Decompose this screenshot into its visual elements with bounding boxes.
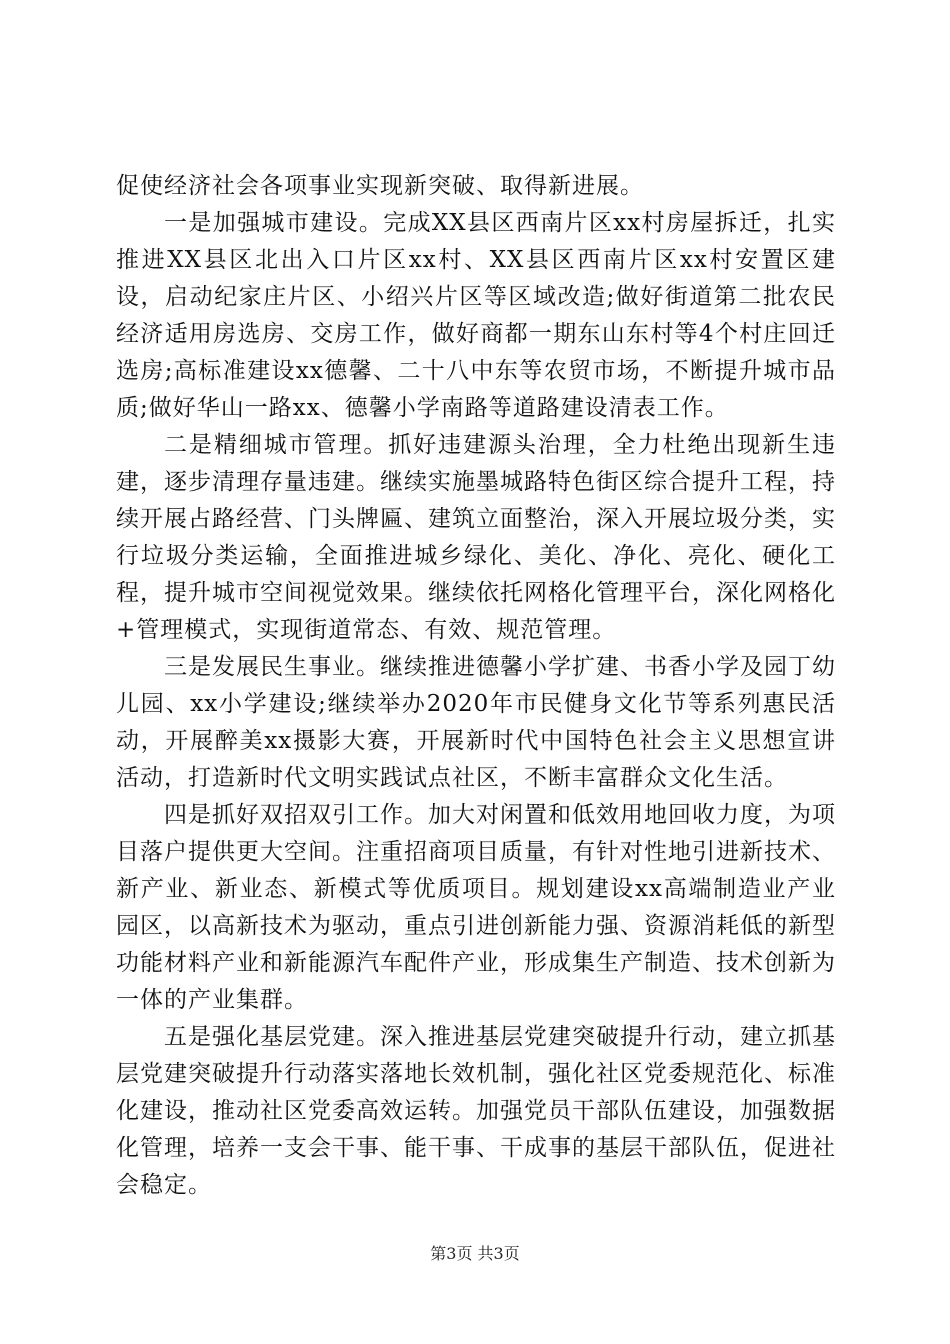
- document-body: [116, 168, 836, 1204]
- paragraph-investment: 四是抓好双招双引工作。加大对闲置和低效用地回收力度，为项目落户提供更大空间。注重招商项目质量，有针对性地引进新技术、新产业、新业态、新模式等优质项目。规划建设xx高端制造业产业园区，以高新技术为驱动，重点引进创新能力强、资源消耗低的新型功能材料产业和新能源汽车配件产业，形成集生产制造、技术创新为一体的产业集群。: [116, 802, 836, 1013]
- paragraph-continuation: 促使经济社会各项事业实现新突破、取得新进展。: [116, 173, 644, 199]
- paragraph-city-construction: 一是加强城市建设。完成XX县区西南片区xx村房屋拆迁，扎实推进XX县区北出入口片区xx村、XX县区西南片区xx村安置区建设，启动纪家庄片区、小绍兴片区等区域改造;做好街道第二批农民经济适用房选房、交房工作，做好商都一期东山东村等4个村庄回迁选房;高标准建设xx德馨、二十八中东等农贸市场，不断提升城市品质;做好华山一路xx、德馨小学南路等道路建设清表工作。: [116, 210, 836, 421]
- paragraph-livelihood: 三是发展民生事业。继续推进德馨小学扩建、书香小学及园丁幼儿园、xx小学建设;继续举办2020年市民健身文化节等系列惠民活动，开展醉美xx摄影大赛，开展新时代中国特色社会主义思想宣讲活动，打造新时代文明实践试点社区，不断丰富群众文化生活。: [116, 654, 836, 791]
- page-footer: 第3页 共3页: [430, 1244, 520, 1263]
- paragraph-city-management: 二是精细城市管理。抓好违建源头治理，全力杜绝出现新生违建，逐步清理存量违建。继续实施墨城路特色街区综合提升工程，持续开展占路经营、门头牌匾、建筑立面整治，深入开展垃圾分类，实行垃圾分类运输，全面推进城乡绿化、美化、净化、亮化、硬化工程，提升城市空间视觉效果。继续依托网格化管理平台，深化网格化+管理模式，实现街道常态、有效、规范管理。: [116, 432, 836, 643]
- paragraph-party-building: 五是强化基层党建。深入推进基层党建突破提升行动，建立抓基层党建突破提升行动落实落地长效机制，强化社区党委规范化、标准化建设，推动社区党委高效运转。加强党员干部队伍建设，加强数据化管理，培养一支会干事、能干事、干成事的基层干部队伍，促进社会稳定。: [116, 1024, 836, 1198]
